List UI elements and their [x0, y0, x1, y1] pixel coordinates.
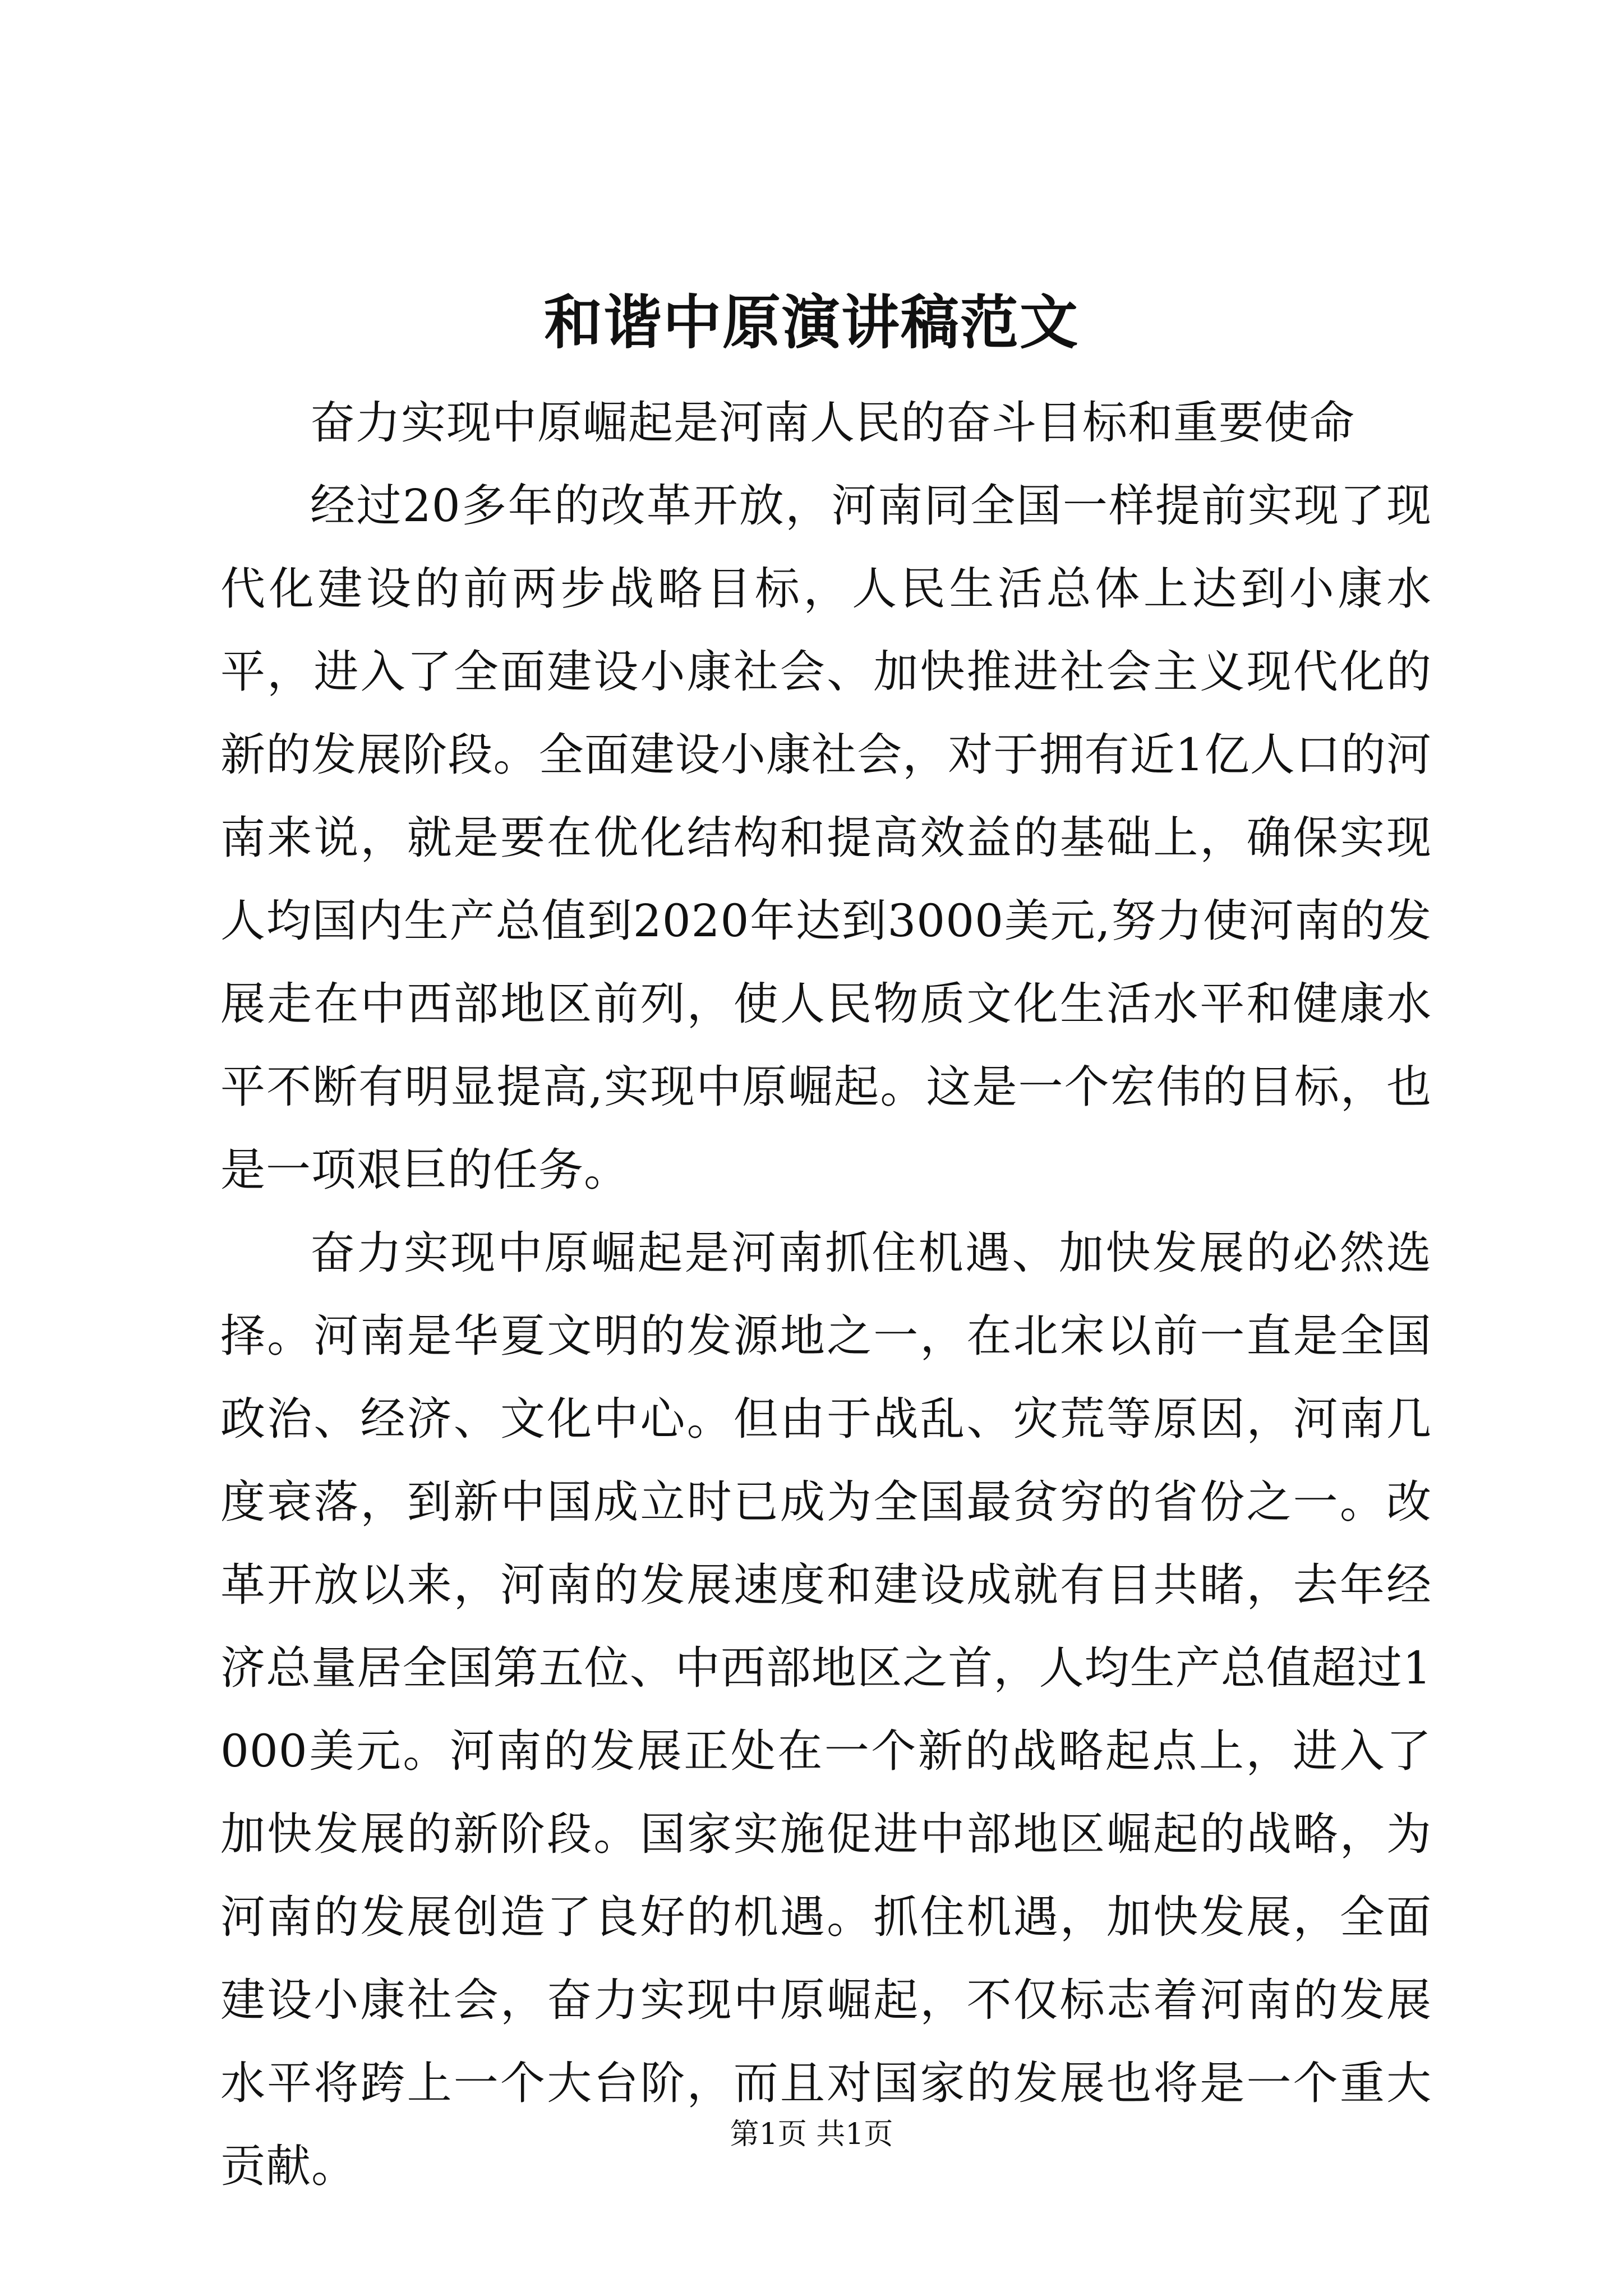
document-title: 和谐中原演讲稿范文	[543, 288, 1079, 357]
document-body	[220, 381, 1432, 2208]
paragraph-subtitle: 奋力实现中原崛起是河南人民的奋斗目标和重要使命	[310, 397, 1355, 449]
paragraph-1: 经过20多年的改革开放，河南同全国一样提前实现了现代化建设的前两步战略目标，人民生活总体上达到小康水平，进入了全面建设小康社会、加快推进社会主义现代化的新的发展阶段。全面建设小康社会，对于拥有近1亿人口的河南来说，就是要在优化结构和提高效益的基础上，确保实现人均国内生产总值到2020年达到3000美元,努力使河南的发展走在中西部地区前列，使人民物质文化生活水平和健康水平不断有明显提高,实现中原崛起。这是一个宏伟的目标，也是一项艰巨的任务。	[220, 480, 1432, 1196]
page-footer: 第1页 共1页	[730, 2118, 893, 2151]
paragraph-2: 奋力实现中原崛起是河南抓住机遇、加快发展的必然选择。河南是华夏文明的发源地之一，在北宋以前一直是全国政治、经济、文化中心。但由于战乱、灾荒等原因，河南几度衰落，到新中国成立时已成为全国最贫穷的省份之一。改革开放以来，河南的发展速度和建设成就有目共睹，去年经济总量居全国第五位、中西部地区之首，人均生产总值超过1000美元。河南的发展正处在一个新的战略起点上，进入了加快发展的新阶段。国家实施促进中部地区崛起的战略，为河南的发展创造了良好的机遇。抓住机遇，加快发展，全面建设小康社会，奋力实现中原崛起，不仅标志着河南的发展水平将跨上一个大台阶，而且对国家的发展也将是一个重大贡献。	[220, 1227, 1432, 2192]
